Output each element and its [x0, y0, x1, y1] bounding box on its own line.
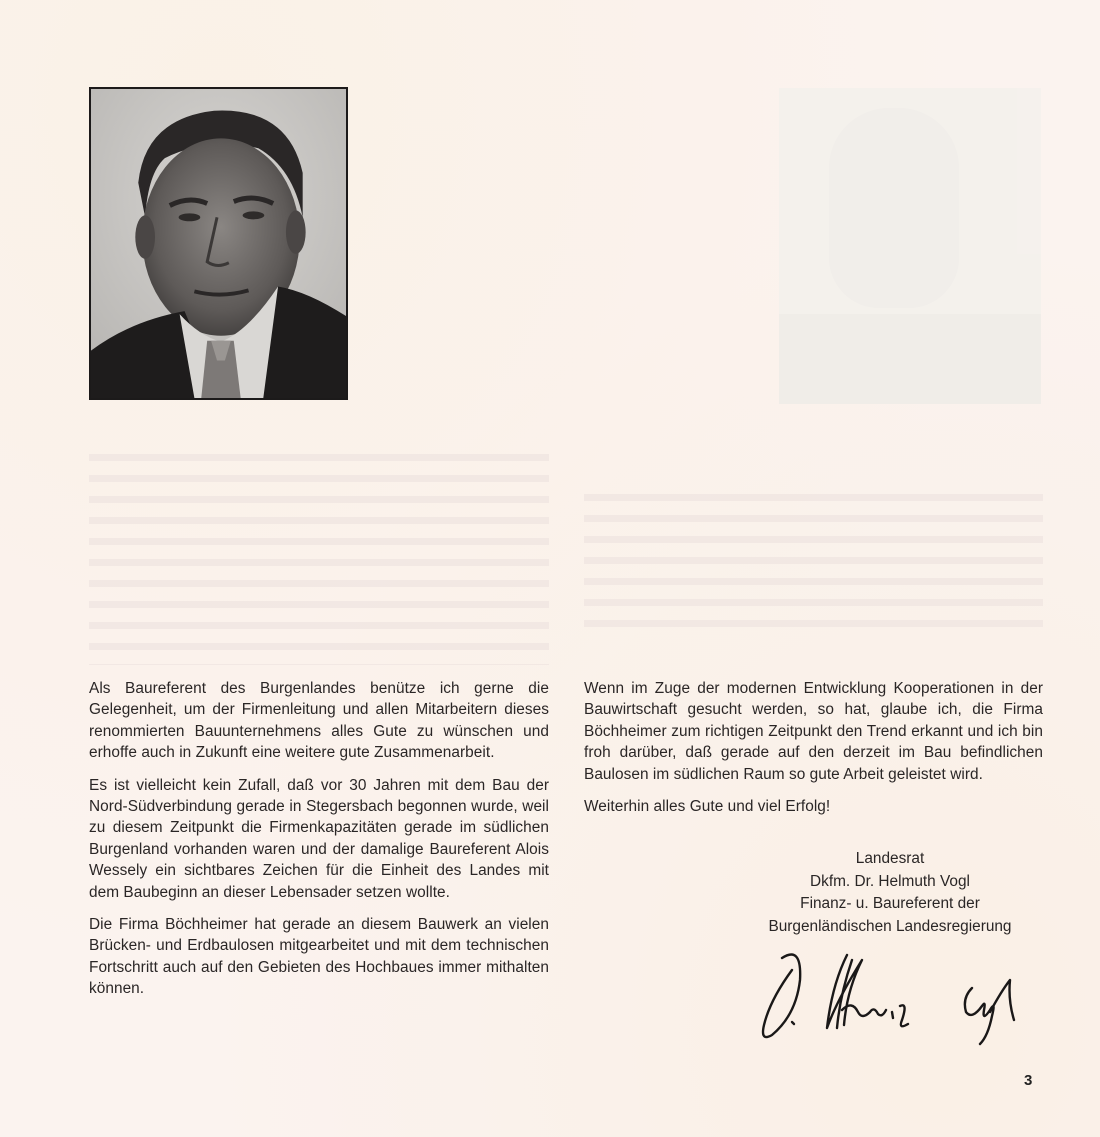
page-number: 3 [1024, 1072, 1033, 1089]
paragraph: Weiterhin alles Gute und viel Erfolg! [584, 798, 831, 816]
signatory-organization: Burgenländischen Landesregierung [768, 917, 1012, 935]
show-through-photo [779, 88, 1041, 404]
paragraph: Wenn im Zuge der modernen Entwicklung Kooperationen in der Bauwirtschaft gesucht werden, so hat, glaube ich, die Firma Böchheimer zum richtigen Zeitpunkt den Trend erkannt und ich bin froh darüber, daß gerade auf den derzeit im Bau befindlichen Baulosen im südlichen Raum so gute Arbeit geleistet wird. [584, 680, 1043, 783]
right-text-column [584, 678, 1043, 828]
paragraph: Als Baureferent des Burgenlandes benütze ich gerne die Gelegenheit, um der Firmenleitung und allen Mitarbeitern dieses renommierten Bauunternehmens alles Gute zu wünschen und erhoffe auch in Zukunft eine weitere gute Zusammenarbeit. [89, 680, 549, 762]
signature-block [740, 848, 1040, 938]
portrait-photo [89, 87, 348, 400]
paragraph: Die Firma Böchheimer hat gerade an diesem Bauwerk an vielen Brücken- und Erdbaulosen mitgearbeitet und mit dem technischen Fortschritt auch auf den Gebieten des Hochbaues immer mithalten können. [89, 916, 549, 998]
left-text-column [89, 678, 549, 1011]
signatory-name: Dkfm. Dr. Helmuth Vogl [810, 872, 970, 890]
signatory-title: Landesrat [855, 850, 925, 867]
handwritten-signature-icon [752, 940, 1042, 1050]
show-through-text-right [584, 480, 1043, 640]
portrait-icon [91, 89, 346, 398]
show-through-text-left [89, 440, 549, 665]
signatory-role: Finanz- u. Baureferent der [800, 895, 980, 913]
show-through-head [829, 108, 959, 308]
paragraph: Es ist vielleicht kein Zufall, daß vor 30 Jahren mit dem Bau der Nord-Südverbindung gerade in Stegersbach begonnen wurde, weil zu diesem Zeitpunkt die Firmenkapazitäten gerade im südlichen Burgenland vorhanden waren und der damalige Baureferent Alois Wessely ein sichtbares Zeichen für die Einheit des Landes mit dem Baubeginn an dieser Lebensader setzen wollte. [89, 776, 549, 901]
show-through-body [779, 314, 1041, 404]
